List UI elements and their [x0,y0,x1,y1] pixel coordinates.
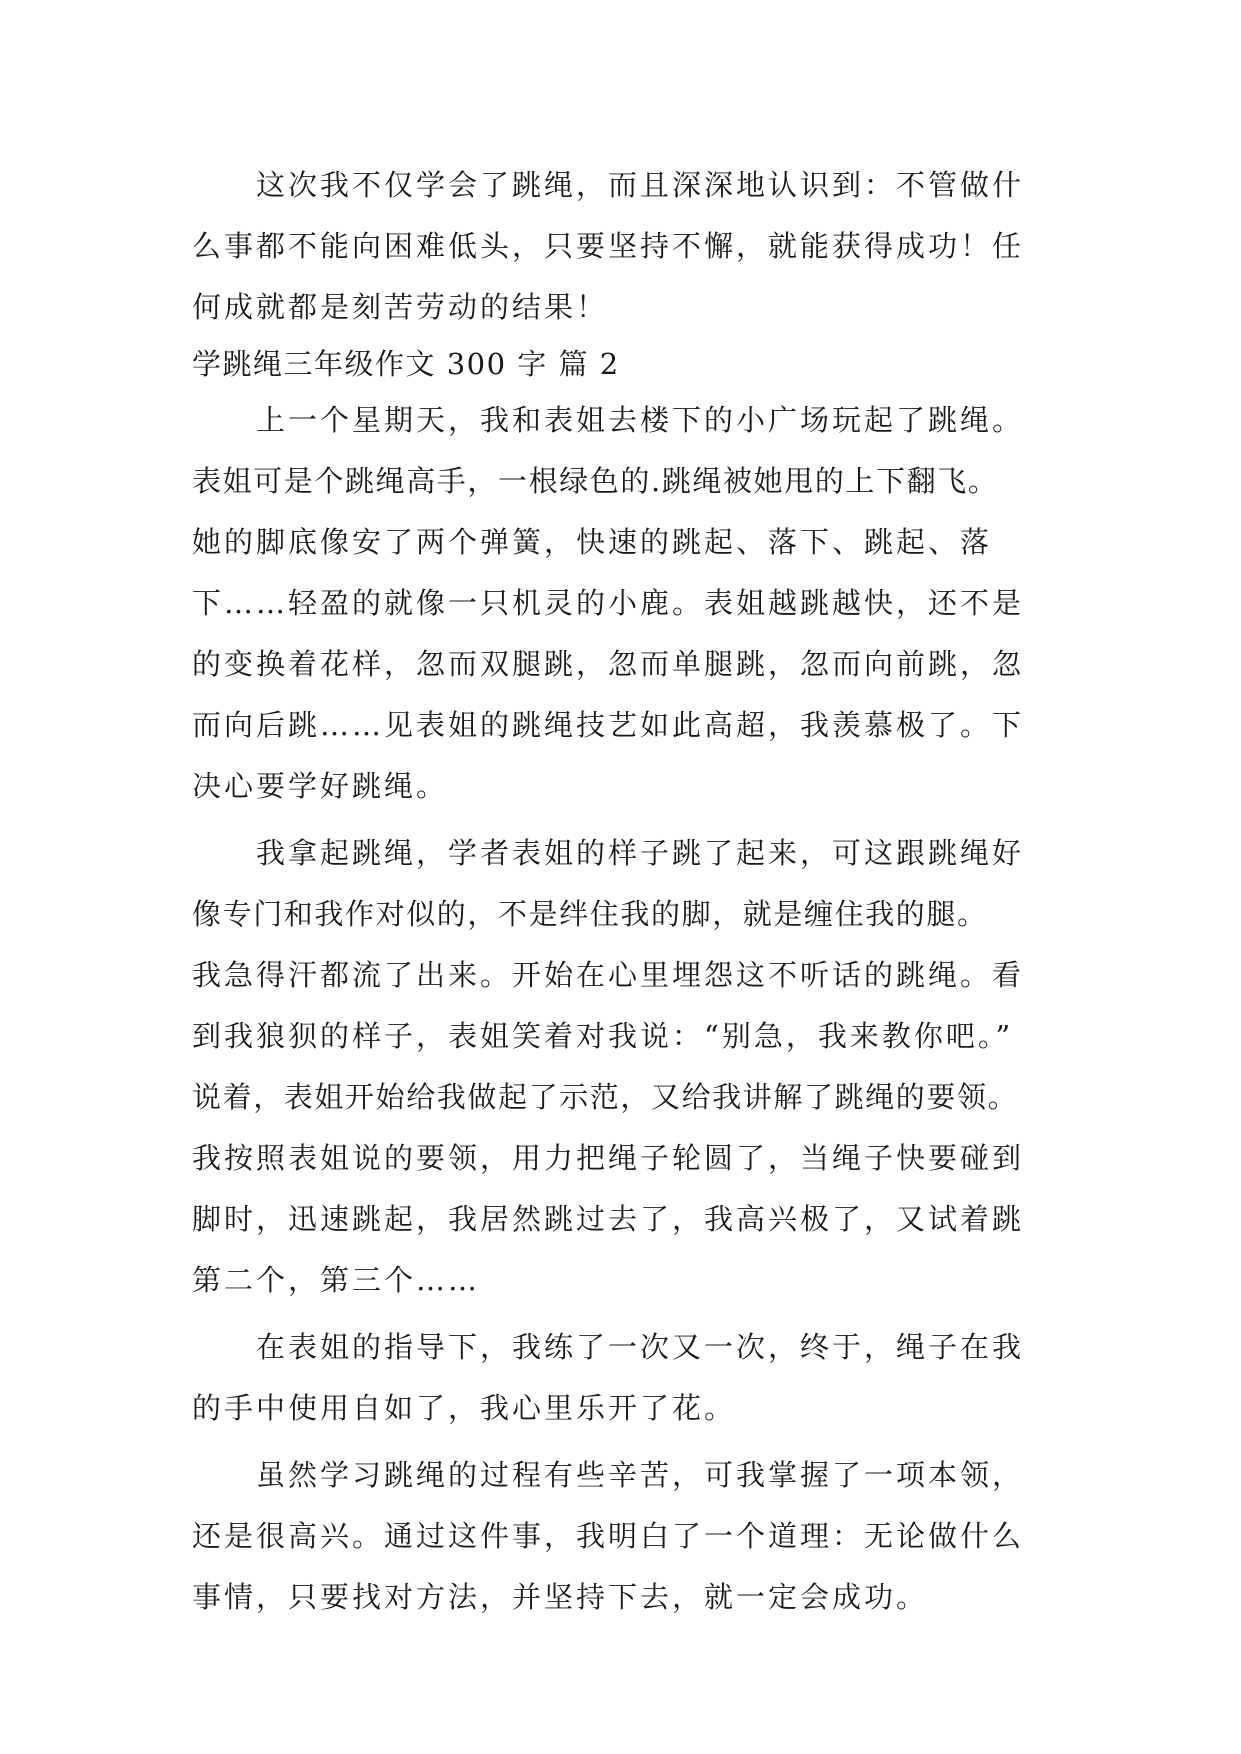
text-line: 说着，表姐开始给我做起了示范，又给我讲解了跳绳的要领。 [192,1080,1019,1114]
text-line: 到我狼狈的样子，表姐笑着对我说：“别急，我来教你吧。” [192,1019,1014,1053]
text-line: 而向后跳……见表姐的跳绳技艺如此高超，我羡慕极了。下 [192,708,1025,742]
paragraph-3 [192,823,1058,1311]
text-line: 下……轻盈的就像一只机灵的小鹿。表姐越跳越快，还不是 [192,586,1025,620]
text-line: 决心要学好跳绳。 [192,769,449,803]
text-line: 上一个星期天，我和表姐去楼下的小广场玩起了跳绳。 [256,403,1025,437]
text-line: 我按照表姐说的要领，用力把绳子轮圆了，当绳子快要碰到 [192,1141,1025,1175]
text-line: 我拿起跳绳，学者表姐的样子跳了起来，可这跟跳绳好 [256,836,1025,870]
text-line: 第二个，第三个…… [192,1263,481,1297]
paragraph-conclusion-part1 [192,155,1058,338]
text-line: 么事都不能向困难低头，只要坚持不懈，就能获得成功！任 [192,229,1025,263]
text-line: 脚时，迅速跳起，我居然跳过去了，我高兴极了，又试着跳 [192,1202,1025,1236]
paragraph-5 [192,1445,1058,1628]
text-line: 的变换着花样，忽而双腿跳，忽而单腿跳，忽而向前跳，忽 [192,647,1025,681]
text-line: 我急得汗都流了出来。开始在心里埋怨这不听话的跳绳。看 [192,958,1025,992]
text-line: 的手中使用自如了，我心里乐开了花。 [192,1391,737,1425]
section-title: 学跳绳三年级作文 300 字 篇 2 [192,347,620,381]
text-line: 像专门和我作对似的，不是绊住我的脚，就是缠住我的腿。 [192,897,988,931]
document-page [192,155,1058,1628]
text-line: 何成就都是刻苦劳动的结果！ [192,290,609,324]
text-line: 在表姐的指导下，我练了一次又一次，终于，绳子在我 [256,1330,1025,1364]
text-line: 表姐可是个跳绳高手，一根绿色的.跳绳被她甩的上下翻飞。 [192,464,999,498]
paragraph-4 [192,1317,1058,1439]
paragraph-2 [192,390,1058,817]
text-line: 她的脚底像安了两个弹簧，快速的跳起、落下、跳起、落 [192,525,993,559]
text-line: 还是很高兴。通过这件事，我明白了一个道理：无论做什么 [192,1519,1025,1553]
text-line: 事情，只要找对方法，并坚持下去，就一定会成功。 [192,1580,929,1614]
text-line: 这次我不仅学会了跳绳，而且深深地认识到：不管做什 [256,168,1025,202]
text-line: 虽然学习跳绳的过程有些辛苦，可我掌握了一项本领， [256,1458,1025,1492]
